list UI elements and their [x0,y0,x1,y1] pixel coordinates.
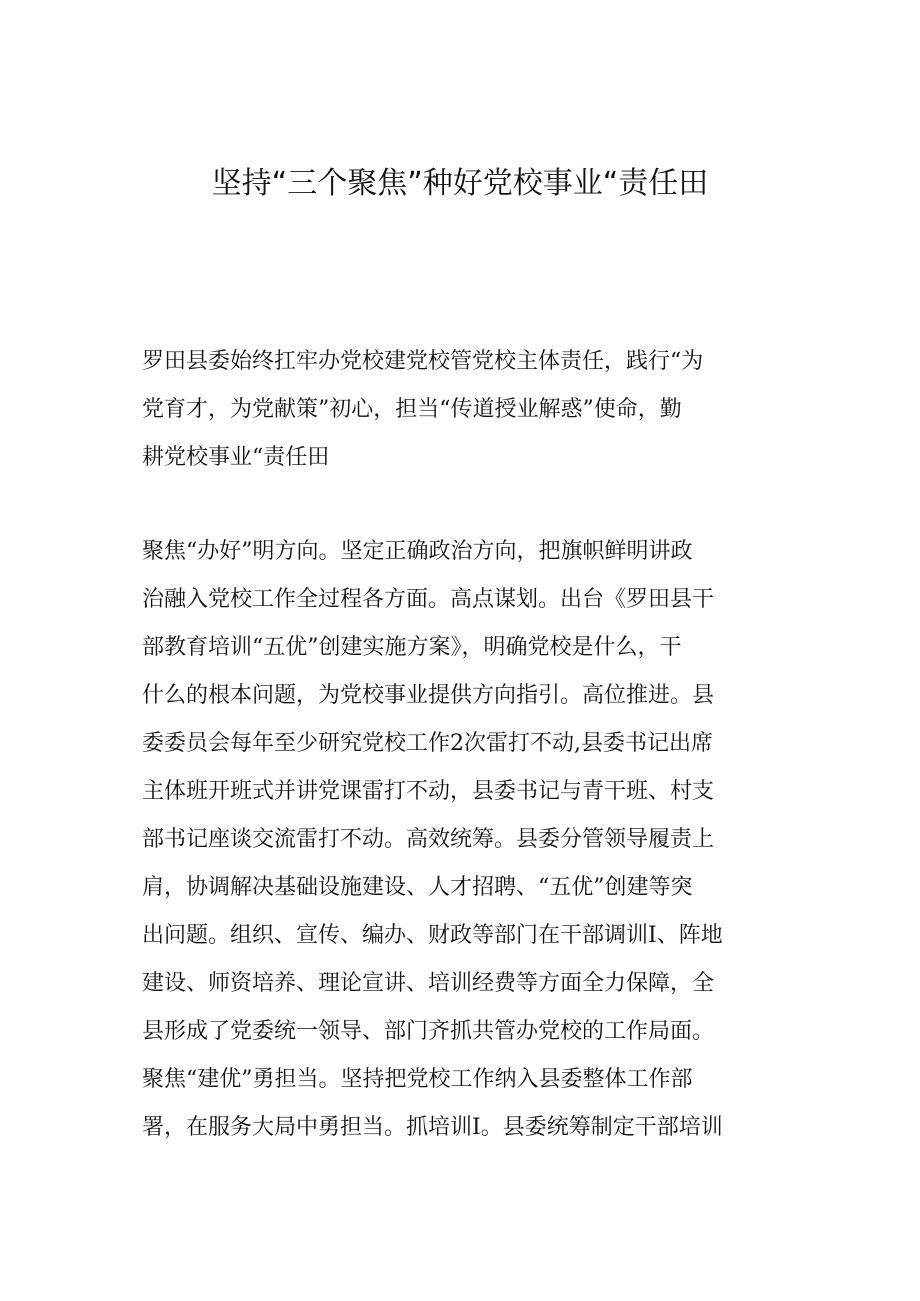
body-line-12: 聚焦“建优”勇担当。坚持把党校工作纳入县委整体工作部 [142,1067,693,1092]
body-line-11: 县形成了党委统一领导、部门齐抓共管办党校的工作局面。 [142,1019,715,1044]
body-line-4: 什么的根本问题，为党校事业提供方向指引。高位推进。县 [142,683,715,708]
lead-line-2: 党育才，为党献策”初心，担当“传道授业解惑”使命，勤 [142,397,682,422]
body-line-3: 部教育培训“五优”创建实施方案》，明确党校是什么，干 [142,635,682,660]
lead-line-3: 耕党校事业“责任田 [142,445,330,470]
body-line-1: 聚焦“办好”明方向。坚定正确政治方向，把旗帜鲜明讲政 [142,539,693,564]
body-line-10: 建设、师资培养、理论宣讲、培训经费等方面全力保障，全 [142,971,715,996]
body-line-6: 主体班开班式并讲党课雷打不动，县委书记与青干班、村支 [142,779,715,804]
body-line-7: 部书记座谈交流雷打不动。高效统筹。县委分管领导履责上 [142,827,715,852]
body-line-8: 肩，协调解决基础设施建设、人才招聘、“五优”创建等突 [142,875,693,900]
body-line-13: 署，在服务大局中勇担当。抓培训I。县委统筹制定干部培训 [142,1115,723,1140]
body-line-5: 委委员会每年至少研究党校工作2次雷打不动,县委书记出席 [142,731,713,756]
body-paragraphs [142,528,782,1152]
document-title: 坚持“三个聚焦”种好党校事业“责任田 [211,166,709,201]
lead-paragraph [142,338,782,482]
lead-line-1: 罗田县委始终扛牢办党校建党校管党校主体责任，践行“为 [142,349,704,374]
body-line-2: 治融入党校工作全过程各方面。高点谋划。出台《罗田县干 [142,587,715,612]
body-line-9: 出问题。组织、宣传、编办、财政等部门在干部调训I、阵地 [142,923,723,948]
